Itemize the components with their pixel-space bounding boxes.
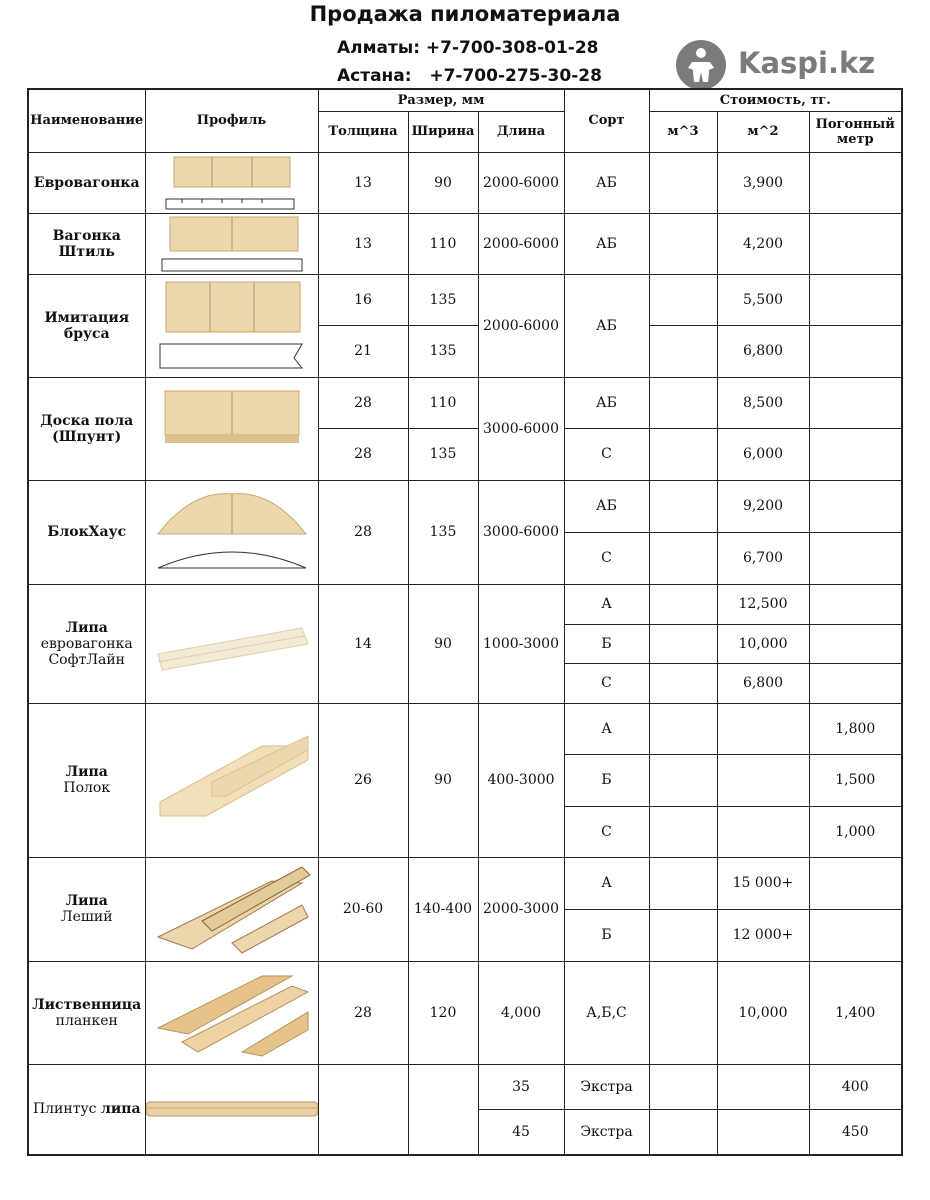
row-name: Плинтус липа [28,1064,145,1155]
col-thickness-header: Толщина [318,111,408,152]
row-name: Доска пола (Шпунт) [28,377,145,480]
profile-image [145,857,318,961]
linear-cell [809,213,902,274]
thickness-cell [318,1064,408,1155]
m2-cell: 12,500 [717,584,809,624]
grade-cell: Б [564,754,649,806]
m2-cell: 10,000 [717,624,809,663]
kaspi-logo-icon [676,40,726,90]
thickness-cell: 16 [318,274,408,325]
length-cell: 4,000 [478,961,564,1064]
m2-cell: 9,200 [717,480,809,532]
m3-cell [649,1064,717,1109]
width-cell: 135 [408,325,478,377]
grade-cell: А [564,857,649,909]
col-length-header: Длина [478,111,564,152]
col-size-header: Размер, мм [318,89,564,111]
grade-cell: Экстра [564,1064,649,1109]
m3-cell [649,213,717,274]
m3-cell [649,961,717,1064]
linear-cell: 1,000 [809,806,902,857]
length-cell: 3000-6000 [478,480,564,584]
width-cell: 90 [408,703,478,857]
grade-cell: С [564,806,649,857]
width-cell: 135 [408,428,478,480]
m2-cell [717,1109,809,1155]
m3-cell [649,480,717,532]
m3-cell [649,325,717,377]
m3-cell [649,703,717,754]
m2-cell: 3,900 [717,152,809,213]
grade-cell: АБ [564,377,649,428]
grade-cell: Б [564,624,649,663]
profile-image [145,152,318,213]
linear-cell [809,584,902,624]
phone-almaty: Алматы: +7-700-308-01-28 [337,38,599,58]
row-name: Вагонка Штиль [28,213,145,274]
m3-cell [649,428,717,480]
linear-cell [809,325,902,377]
table-row [28,377,902,428]
m2-cell: 15 000+ [717,857,809,909]
length-cell: 45 [478,1109,564,1155]
row-name: Липа Леший [28,857,145,961]
row-name: Липа евровагонка СофтЛайн [28,584,145,703]
linear-cell: 450 [809,1109,902,1155]
linear-cell [809,663,902,703]
thickness-cell: 28 [318,377,408,428]
linear-cell [809,909,902,961]
grade-cell: Б [564,909,649,961]
price-table [27,88,903,1156]
table-row [28,1064,902,1109]
m3-cell [649,754,717,806]
linear-cell: 1,500 [809,754,902,806]
page-title: Продажа пиломатериала [309,2,621,26]
col-grade-header: Сорт [564,89,649,152]
m2-cell: 4,200 [717,213,809,274]
table-row [28,584,902,624]
grade-cell: Экстра [564,1109,649,1155]
grade-cell: А [564,584,649,624]
page-header [0,0,930,88]
m3-cell [649,663,717,703]
grade-cell: АБ [564,480,649,532]
linear-cell: 1,400 [809,961,902,1064]
col-m2-header: м^2 [717,111,809,152]
width-cell: 110 [408,213,478,274]
length-cell: 35 [478,1064,564,1109]
length-cell: 2000-6000 [478,213,564,274]
m3-cell [649,806,717,857]
table-row [28,152,902,213]
col-width-header: Ширина [408,111,478,152]
length-cell: 2000-6000 [478,152,564,213]
table-row [28,480,902,532]
linear-cell [809,428,902,480]
width-cell: 135 [408,274,478,325]
row-name: БлокХаус [28,480,145,584]
thickness-cell: 13 [318,152,408,213]
linear-cell [809,152,902,213]
length-cell: 3000-6000 [478,377,564,480]
linear-cell [809,857,902,909]
row-name: Имитация бруса [28,274,145,377]
linear-cell [809,532,902,584]
m3-cell [649,909,717,961]
thickness-cell: 26 [318,703,408,857]
profile-image [145,274,318,377]
grade-cell: С [564,428,649,480]
profile-image [145,377,318,480]
grade-cell: АБ [564,152,649,213]
phone-astana: Астана: +7-700-275-30-28 [337,66,602,86]
width-cell: 120 [408,961,478,1064]
thickness-cell: 28 [318,480,408,584]
thickness-cell: 20-60 [318,857,408,961]
m3-cell [649,624,717,663]
grade-cell: С [564,663,649,703]
m2-cell: 6,800 [717,663,809,703]
width-cell: 140-400 [408,857,478,961]
m3-cell [649,274,717,325]
grade-cell: А [564,703,649,754]
kaspi-logo-text: Kaspi.kz [738,46,876,80]
linear-cell: 1,800 [809,703,902,754]
col-profile-header: Профиль [145,89,318,152]
m3-cell [649,857,717,909]
profile-image [145,480,318,584]
m2-cell [717,703,809,754]
m3-cell [649,532,717,584]
profile-image [145,1064,318,1155]
row-name: Евровагонка [28,152,145,213]
col-name-header: Наименование [28,89,145,152]
table-row [28,857,902,909]
length-cell: 2000-3000 [478,857,564,961]
row-name: Лиственница планкен [28,961,145,1064]
m2-cell: 8,500 [717,377,809,428]
profile-image [145,961,318,1064]
width-cell: 110 [408,377,478,428]
grade-cell: АБ [564,274,649,377]
m3-cell [649,377,717,428]
table-row [28,703,902,754]
profile-image [145,213,318,274]
col-price-header: Стоимость, тг. [649,89,902,111]
table-row [28,961,902,1064]
row-name: Липа Полок [28,703,145,857]
thickness-cell: 14 [318,584,408,703]
linear-cell: 400 [809,1064,902,1109]
col-m3-header: м^3 [649,111,717,152]
length-cell: 400-3000 [478,703,564,857]
linear-cell [809,480,902,532]
kaspi-logo [676,38,916,90]
m2-cell [717,1064,809,1109]
m2-cell: 6,000 [717,428,809,480]
thickness-cell: 28 [318,428,408,480]
m2-cell: 10,000 [717,961,809,1064]
length-cell: 2000-6000 [478,274,564,377]
col-linear-header: Погонный метр [809,111,902,152]
profile-image [145,584,318,703]
profile-image [145,703,318,857]
thickness-cell: 28 [318,961,408,1064]
linear-cell [809,274,902,325]
linear-cell [809,624,902,663]
linear-cell [809,377,902,428]
table-row [28,213,902,274]
m2-cell [717,754,809,806]
m2-cell: 6,800 [717,325,809,377]
m2-cell: 12 000+ [717,909,809,961]
width-cell: 90 [408,584,478,703]
width-cell: 90 [408,152,478,213]
m2-cell: 6,700 [717,532,809,584]
width-cell: 135 [408,480,478,584]
length-cell: 1000-3000 [478,584,564,703]
width-cell [408,1064,478,1155]
grade-cell: АБ [564,213,649,274]
thickness-cell: 13 [318,213,408,274]
m2-cell [717,806,809,857]
thickness-cell: 21 [318,325,408,377]
m3-cell [649,1109,717,1155]
grade-cell: А,Б,С [564,961,649,1064]
m3-cell [649,152,717,213]
grade-cell: С [564,532,649,584]
m3-cell [649,584,717,624]
table-row [28,274,902,325]
m2-cell: 5,500 [717,274,809,325]
